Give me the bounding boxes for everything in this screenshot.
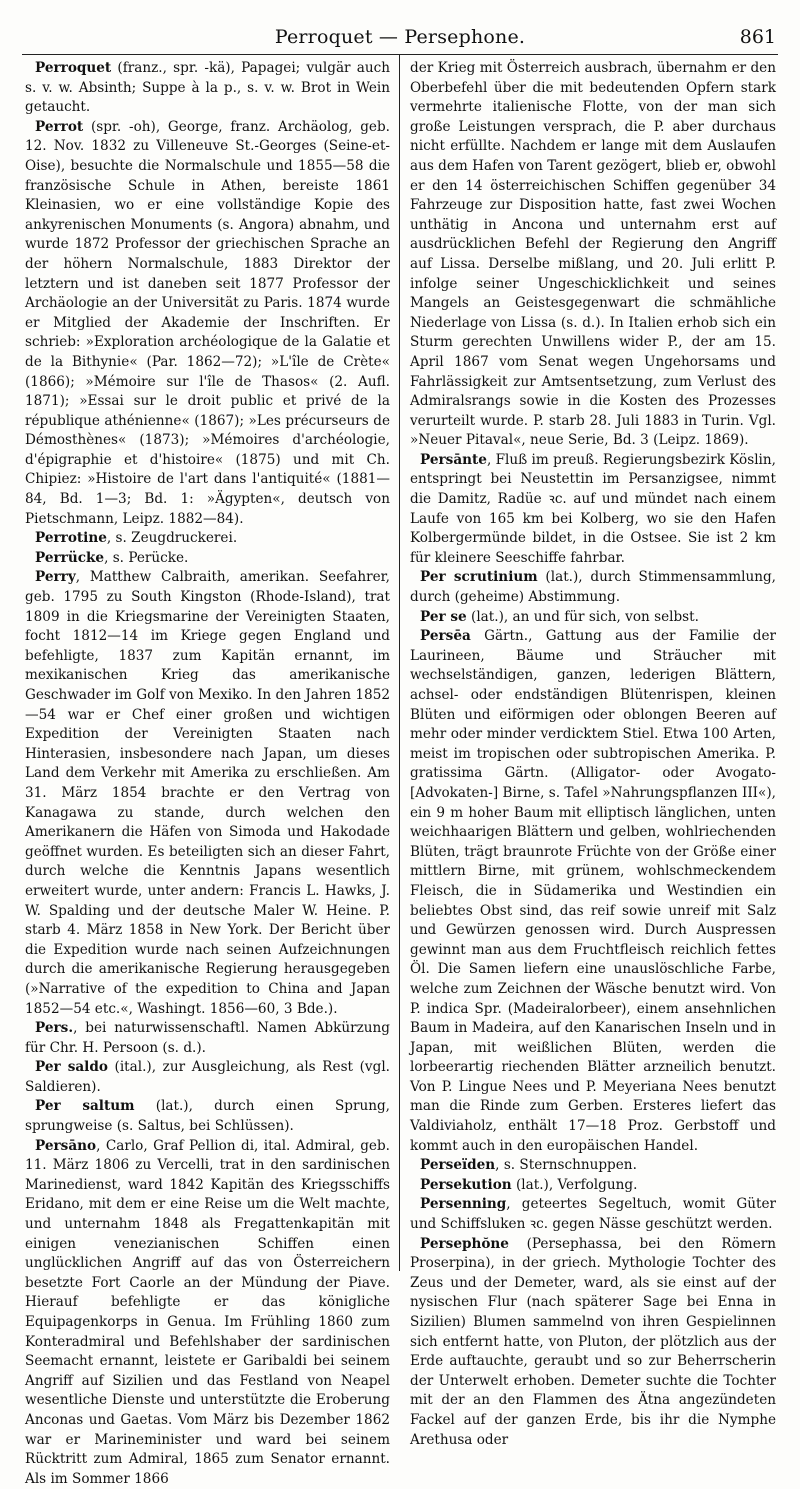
- entry-text: , s. Zeugdruckerei.: [106, 530, 238, 547]
- page-header: [22, 20, 778, 55]
- entry-text: (franz., spr. -kä), Papagei; vulgär auch s. v. w. Absinth; Suppe à la p., s. v. w. Brot in Wein getaucht.: [25, 60, 390, 116]
- entry-headword: Persāno: [35, 1137, 97, 1154]
- entry-headword: Per scrutinium: [420, 569, 538, 586]
- entry-text: , s. Sternschnuppen.: [495, 1157, 637, 1174]
- entry-text: (spr. -oh), George, franz. Archäolog, geb. 12. Nov. 1832 zu Villeneuve St.-Georges (Seine-et-Oise), besuchte die Normalschule und 1855—58 die französische Schule in Athen, bereiste 1861 Kleinasien, wo er eine vollständige Kopie des ankyrenischen Monuments (s. Angora) abnahm, und wurde 1872 Professor der griechischen Sprache an der höhern Normalschule, 1883 Direktor der letztern und ist daneben seit 1877 Professor der Archäologie an der Universität zu Paris. 1874 wurde er Mitglied der Akademie der Inschriften. Er schrieb: »Exploration archéologique de la Galatie et de la Bithynie« (Par. 1862—72); »L'île de Crète« (1866); »Mémoire sur l'île de Thasos« (2. Aufl. 1871); »Essai sur le droit public et privé de la république athénienne« (1867); »Les précurseurs de Démosthènes« (1873); »Mémoires d'archéologie, d'épigraphie et d'histoire« (1875) und mit Ch. Chipiez: »Histoire de l'art dans l'antiquité« (1881—84, Bd. 1—3; Bd. 1: »Ägypten«, deutsch von Pietschmann, Leipz. 1882—84).: [25, 118, 390, 527]
- entry-headword: Persephŏne: [420, 1235, 509, 1252]
- entry-text: , bei naturwissenschaftl. Namen Abkürzung für Chr. H. Persoon (s. d.).: [25, 1020, 390, 1056]
- entry-text: (Persephassa, bei den Römern Proserpina), in der griech. Mythologie Tochter des Zeus und der Demeter, ward, als sie einst auf der nysischen Flur (nach späterer Sage bei Enna in Sizilien) Blumen sammelnd von ihren Gespielinnen sich entfernt hatte, von Pluton, der plötzlich aus der Erde auftauchte, geraubt und so zur Beherrscherin der Unterwelt erhoben. Demeter suchte die Tochter mit der an den Flammen des Ätna angezündeten Fackel auf der ganzen Erde, bis ihr die Nymphe Arethusa oder: [410, 1235, 776, 1448]
- entry-text: Gärtn., Gattung aus der Familie der Laurineen, Bäume und Sträucher mit wechselständigen, ganzen, lederigen Blättern, achsel- oder endständigen Blütenrispen, kleinen Blüten und eiförmigen oder oblongen Beeren auf mehr oder minder verdicktem Stiel. Etwa 100 Arten, meist im tropischen oder subtropischen Amerika. P. gratissima Gärtn. (Alligator- oder Avogato- [Advokaten-] Birne, s. Tafel »Nahrungspflanzen III«), ein 9 m hoher Baum mit elliptisch länglichen, unten weichhaarigen Blättern und gelben, wohlriechenden Blüten, trägt braunrote Früchte von der Größe einer mittlern Birne, mit grünem, wohlschmeckendem Fleisch, die in Südamerika und Westindien ein beliebtes Obst sind, das reif sowie unreif mit Salz und Gewürzen genossen wird. Durch Auspressen gewinnt man aus dem Fruchtfleisch reichlich fettes Öl. Die Samen liefern eine unauslöschliche Farbe, welche zum Zeichnen der Wäsche benutzt wird. Von P. indica Spr. (Madeiralorbeer), einem ansehnlichen Baum in Madeira, auf den Kanarischen Inseln und in Japan, mit weißlichen Blüten, werden die lorbeerartig riechenden Blätter arzneilich benutzt. Von P. Lingue Nees und P. Meyeriana Nees benutzt man die Rinde zum Gerben. Ersteres liefert das Valdiviaholz, enthält 17—18 Proz. Gerbstoff und kommt auch in den europäischen Handel.: [410, 628, 776, 1154]
- page-number: 861: [739, 26, 776, 48]
- entry-headword: Persānte: [420, 451, 487, 468]
- dictionary-entry: [410, 1235, 776, 1451]
- entry-headword: Pers.: [35, 1020, 74, 1037]
- left-column: [22, 55, 400, 1487]
- dictionary-entry: [25, 568, 390, 1019]
- entry-headword: Perseïden: [420, 1157, 496, 1174]
- entry-text: (ital.), zur Ausgleichung, als Rest (vgl. Saldieren).: [25, 1059, 390, 1095]
- entry-headword: Per saldo: [35, 1059, 108, 1076]
- entry-text: , Fluß im preuß. Regierungsbezirk Köslin, entspringt bei Neustettin im Persanzigsee, nimmt die Damitz, Radüe ꝛc. auf und mündet nach einem Laufe von 165 km bei Kolberg, wo sie den Hafen Kolbergermünde bildet, in die Ostsee. Sie ist 2 km für kleinere Seeschiffe fahrbar.: [410, 451, 776, 566]
- entry-text: , Matthew Calbraith, amerikan. Seefahrer, geb. 1795 zu South Kingston (Rhode-Island), trat 1809 in die Kriegsmarine der Vereinigten Staaten, focht 1812—14 im Kriege gegen England und befehligte, 1837 zum Kapitän ernannt, im mexikanischen Krieg das amerikanische Geschwader im Golf von Mexiko. In den Jahren 1852—54 war er Chef einer großen und wichtigen Expedition der Vereinigten Staaten nach Hinterasien, insbesondere nach Japan, um dieses Land dem Verkehr mit Amerika zu erschließen. Am 31. März 1854 brachte er den Vertrag von Kanagawa zu stande, durch welchen den Amerikanern die Häfen von Simoda und Hakodade geöffnet wurden. Es beteiligten sich an dieser Fahrt, durch welche die Kenntnis Japans wesentlich erweitert wurde, unter andern: Francis L. Hawks, J. W. Spalding und der deutsche Maler W. Heine. P. starb 4. März 1858 in New York. Der Bericht über die Expedition wurde nach seinen Aufzeichnungen durch die amerikanische Regierung herausgegeben (»Narrative of the expedition to China and Japan 1852—54 etc.«, Washingt. 1856—60, 3 Bde.).: [25, 569, 390, 1017]
- entry-text: , geteertes Segeltuch, womit Güter und Schiffsluken ꝛc. gegen Nässe geschützt werden.: [410, 1196, 776, 1233]
- dictionary-entry: [410, 1156, 776, 1176]
- dictionary-entry: [410, 627, 776, 1156]
- dictionary-entry: [410, 1176, 776, 1196]
- dictionary-entry: [25, 59, 390, 118]
- entry-text: (lat.), durch Stimmensammlung, durch (geheime) Abstimmung.: [410, 569, 776, 606]
- dictionary-entry: [25, 1137, 390, 1489]
- entry-text: (lat.), an und für sich, von selbst.: [466, 608, 699, 625]
- entry-text: (lat.), durch einen Sprung, sprungweise (s. Saltus, bei Schlüssen).: [25, 1098, 391, 1135]
- entry-text: (lat.), Verfolgung.: [511, 1176, 638, 1193]
- entry-headword: Persekution: [420, 1176, 512, 1193]
- entry-headword: Perrotine: [35, 530, 107, 547]
- dictionary-entry: [25, 529, 390, 549]
- entry-headword: Persenning: [420, 1196, 507, 1213]
- dictionary-entry: [410, 1195, 776, 1234]
- entry-headword: Perrot: [35, 118, 84, 135]
- entry-headword: Per se: [420, 608, 467, 625]
- dictionary-entry: [410, 608, 776, 628]
- entry-headword: Perry: [35, 569, 76, 586]
- right-column: [400, 55, 778, 1448]
- dictionary-entry: [410, 568, 776, 607]
- dictionary-entry: [25, 1019, 390, 1058]
- dictionary-entry: [25, 1058, 390, 1097]
- dictionary-entry: [410, 451, 776, 569]
- entry-text: , Carlo, Graf Pellion di, ital. Admiral, geb. 11. März 1806 zu Vercelli, trat in den sardinischen Marinedienst, ward 1842 Kapitän des Kriegsschiffs Eridano, mit dem er eine Reise um die Welt machte, und unternahm 1848 als Fregattenkapitän mit einigen venezianischen Schiffen einen unglücklichen Angriff auf das von Österreichern besetzte Fort Caorle an der Mündung der Piave. Hierauf befehligte er das königliche Equipagenkorps in Genua. Im Frühling 1860 zum Konteradmiral und Befehlshaber der sardinischen Seemacht ernannt, leistete er Garibaldi bei seinem Angriff auf Sizilien und das Festland von Neapel wesentliche Dienste und unterstützte die Eroberung Anconas und Gaetas. Vom März bis Dezember 1862 war er Marineminister und ward bei seinem Rücktritt zum Admiral, 1865 zum Senator ernannt. Als im Sommer 1866: [25, 1137, 390, 1487]
- entry-headword: Per saltum: [35, 1098, 135, 1115]
- entry-text: der Krieg mit Österreich ausbrach, übernahm er den Oberbefehl über die mit bedeutenden Opfern stark vermehrte italienische Flotte, von der man sich große Leistungen versprach, die P. aber durchaus nicht erfüllte. Nachdem er lange mit dem Auslaufen aus dem Hafen von Tarent gezögert, blieb er, obwohl er den 14 österreichischen Schiffen gegenüber 34 Fahrzeuge zur Disposition hatte, fast zwei Wochen unthätig in Ancona und unternahm erst auf ausdrücklichen Befehl der Regierung den Angriff auf Lissa. Derselbe mißlang, und 20. Juli erlitt P. infolge seiner Ungeschicklichkeit und seines Mangels an Geistesgegenwart die schmähliche Niederlage von Lissa (s. d.). In Italien erhob sich ein Sturm gerechten Unwillens wider P., der am 15. April 1867 vom Senat wegen Ungehorsams und Fahrlässigkeit zur Amtsentsetzung, zum Verlust des Admiralsrangs sowie in die Kosten des Prozesses verurteilt wurde. P. starb 28. Juli 1883 in Turin. Vgl. »Neuer Pitaval«, neue Serie, Bd. 3 (Leipz. 1869).: [410, 60, 776, 449]
- entry-headword: Perroquet: [35, 60, 112, 76]
- entry-headword: Perrücke: [35, 549, 105, 566]
- entry-headword: Persēa: [420, 628, 471, 645]
- dictionary-entry: [25, 118, 390, 529]
- dictionary-entry: [410, 59, 776, 451]
- dictionary-entry: [25, 1097, 390, 1136]
- running-head: Perroquet — Persephone.: [274, 26, 526, 48]
- text-columns: [22, 55, 778, 1487]
- entry-text: , s. Perücke.: [104, 549, 189, 566]
- dictionary-entry: [25, 549, 390, 569]
